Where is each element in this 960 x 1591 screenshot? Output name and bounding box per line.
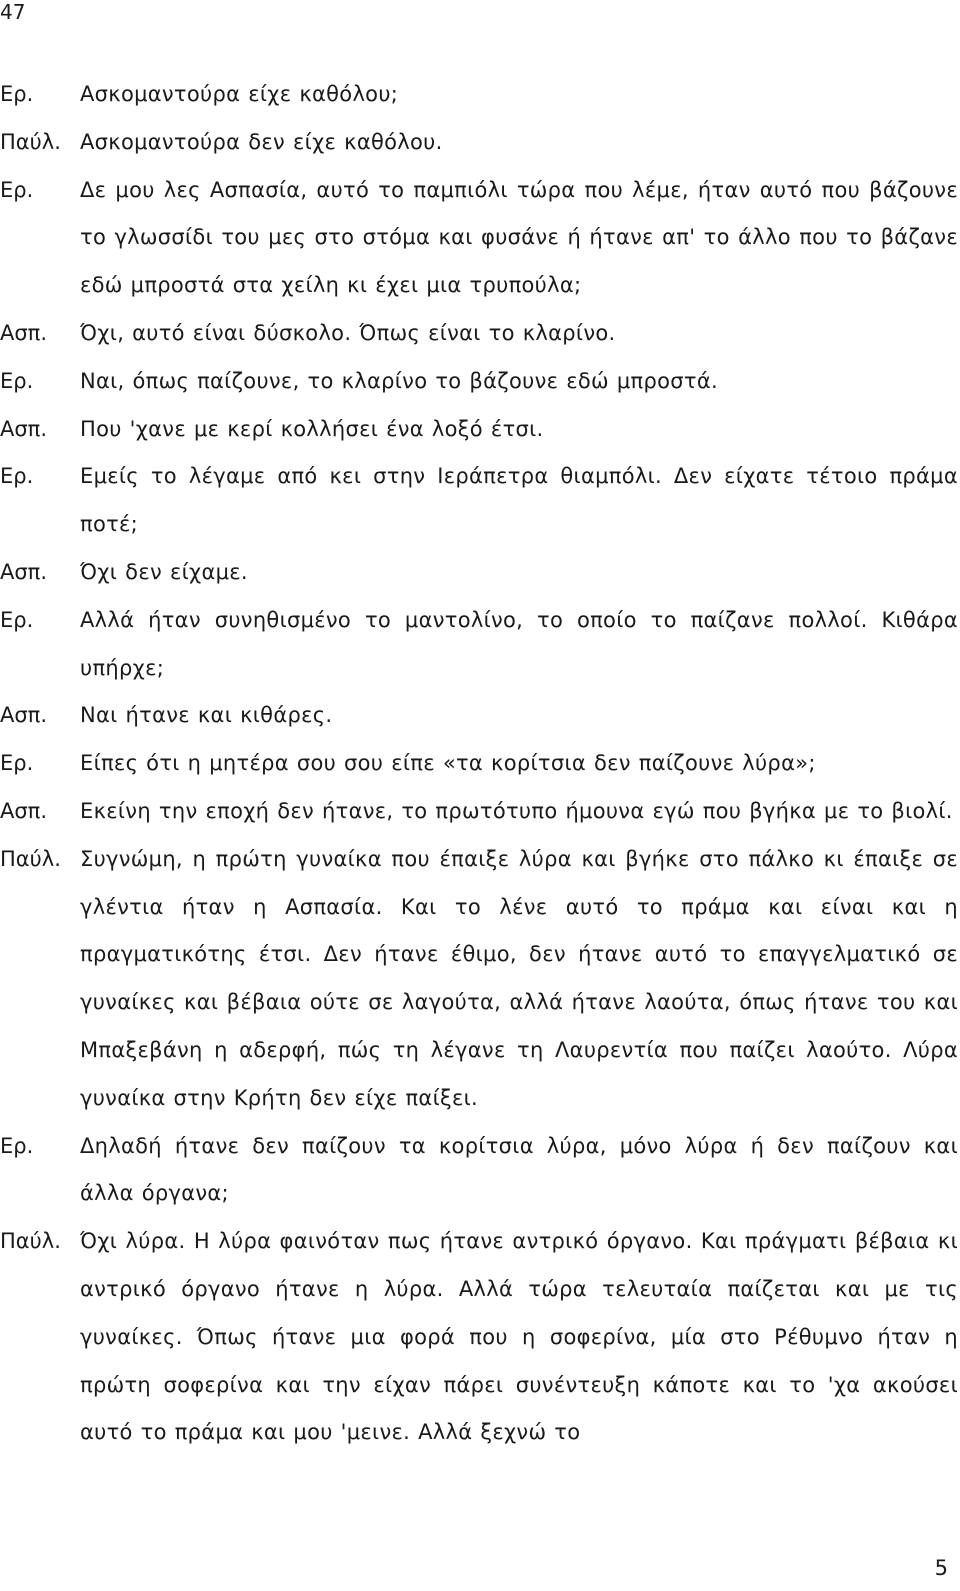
dialogue-entry: [0, 119, 960, 167]
speaker-label: Παύλ.: [0, 1229, 61, 1254]
dialogue-entry: [0, 358, 960, 406]
speaker-label: Ασπ.: [0, 798, 47, 823]
utterance-text: Ναι, όπως παίζουνε, το κλαρίνο το βάζουνε εδώ μπροστά.: [80, 368, 718, 393]
dialogue-entry: [0, 71, 960, 119]
speaker-label: Ασπ.: [0, 559, 47, 584]
dialogue-entry: [0, 549, 960, 597]
dialogue-transcript: [0, 71, 960, 1457]
speaker-label: Ασπ.: [0, 416, 47, 441]
speaker-label: Παύλ.: [0, 129, 61, 154]
dialogue-entry: [0, 788, 960, 836]
dialogue-entry: [0, 836, 960, 1123]
page-number-top: 47: [0, 0, 26, 24]
utterance-text: Ασκομαντούρα είχε καθόλου;: [80, 82, 399, 106]
dialogue-entry: [0, 692, 960, 740]
speaker-label: Ερ.: [0, 1133, 34, 1158]
utterance-text: Ναι ήτανε και κιθάρες.: [80, 703, 333, 728]
speaker-label: Ερ.: [0, 177, 34, 202]
dialogue-entry: [0, 310, 960, 358]
utterance-text: Εκείνη την εποχή δεν ήτανε, το πρωτότυπο ήμουνα εγώ που βγήκα με το βιολί.: [80, 798, 953, 823]
utterance-text: Όχι λύρα. Η λύρα φαινόταν πως ήτανε αντρικό όργανο. Και πράγματι βέβαια κι αντρικό όργανο ήτανε η λύρα. Αλλά τώρα τελευταία παίζεται και με τις γυναίκες. Όπως ήτανε μια φορά που η σοφερίνα, μία στο Ρέθυμνο ήταν η πρώτη σοφερίνα και την είχαν πάρει συνέντευξη κάποτε και το 'χα ακούσει αυτό το πράμα και μου 'μεινε. Αλλά ξεχνώ το: [80, 1229, 958, 1445]
utterance-text: Δε μου λες Ασπασία, αυτό το παμπιόλι τώρα που λέμε, ήταν αυτό που βάζουνε το γλωσσίδι του μες στο στόμα και φυσάνε ή ήτανε απ' το άλλο που το βάζανε εδώ μπροστά στα χείλη κι έχει μια τρυπούλα;: [80, 177, 958, 298]
speaker-label: Ασπ.: [0, 320, 47, 345]
utterance-text: Όχι δεν είχαμε.: [80, 559, 248, 584]
utterance-text: Όχι, αυτό είναι δύσκολο. Όπως είναι το κλαρίνο.: [80, 320, 616, 345]
dialogue-entry: [0, 406, 960, 454]
dialogue-entry: [0, 740, 960, 788]
utterance-text: Ασκομαντούρα δεν είχε καθόλου.: [80, 129, 443, 154]
speaker-label: Ερ.: [0, 82, 34, 106]
dialogue-entry: [0, 167, 960, 310]
speaker-label: Ερ.: [0, 607, 34, 632]
utterance-text: Είπες ότι η μητέρα σου σου είπε «τα κορίτσια δεν παίζουνε λύρα»;: [80, 751, 816, 776]
speaker-label: Ασπ.: [0, 703, 47, 728]
dialogue-entry: [0, 597, 960, 693]
dialogue-entry: [0, 453, 960, 549]
speaker-label: Ερ.: [0, 368, 34, 393]
utterance-text: Συγνώμη, η πρώτη γυναίκα που έπαιξε λύρα και βγήκε στο πάλκο κι έπαιξε σε γλέντια ήταν η Ασπασία. Και το λένε αυτό το πράμα και είναι και η πραγματικότης έτσι. Δεν ήτανε έθιμο, δεν ήτανε αυτό το επαγγελματικό σε γυναίκες και βέβαια ούτε σε λαγούτα, αλλά ήτανε λαούτα, όπως ήτανε του και Μπαξεβάνη η αδερφή, πώς τη λέγανε τη Λαυρεντία που παίζει λαούτο. Λύρα γυναίκα στην Κρήτη δεν είχε παίξει.: [80, 846, 958, 1110]
page-number-bottom: 5: [934, 1556, 948, 1580]
utterance-text: Εμείς το λέγαμε από κει στην Ιεράπετρα θιαμπόλι. Δεν είχατε τέτοιο πράμα ποτέ;: [80, 464, 958, 537]
speaker-label: Παύλ.: [0, 846, 61, 871]
speaker-label: Ερ.: [0, 464, 34, 489]
utterance-text: Αλλά ήταν συνηθισμένο το μαντολίνο, το οποίο το παίζανε πολλοί. Κιθάρα υπήρχε;: [80, 607, 958, 680]
utterance-text: Δηλαδή ήτανε δεν παίζουν τα κορίτσια λύρα, μόνο λύρα ή δεν παίζουν και άλλα όργανα;: [80, 1133, 958, 1206]
dialogue-entry: [0, 1123, 960, 1219]
utterance-text: Που 'χανε με κερί κολλήσει ένα λοξό έτσι.: [80, 416, 544, 441]
dialogue-entry: [0, 1218, 960, 1457]
speaker-label: Ερ.: [0, 751, 34, 776]
